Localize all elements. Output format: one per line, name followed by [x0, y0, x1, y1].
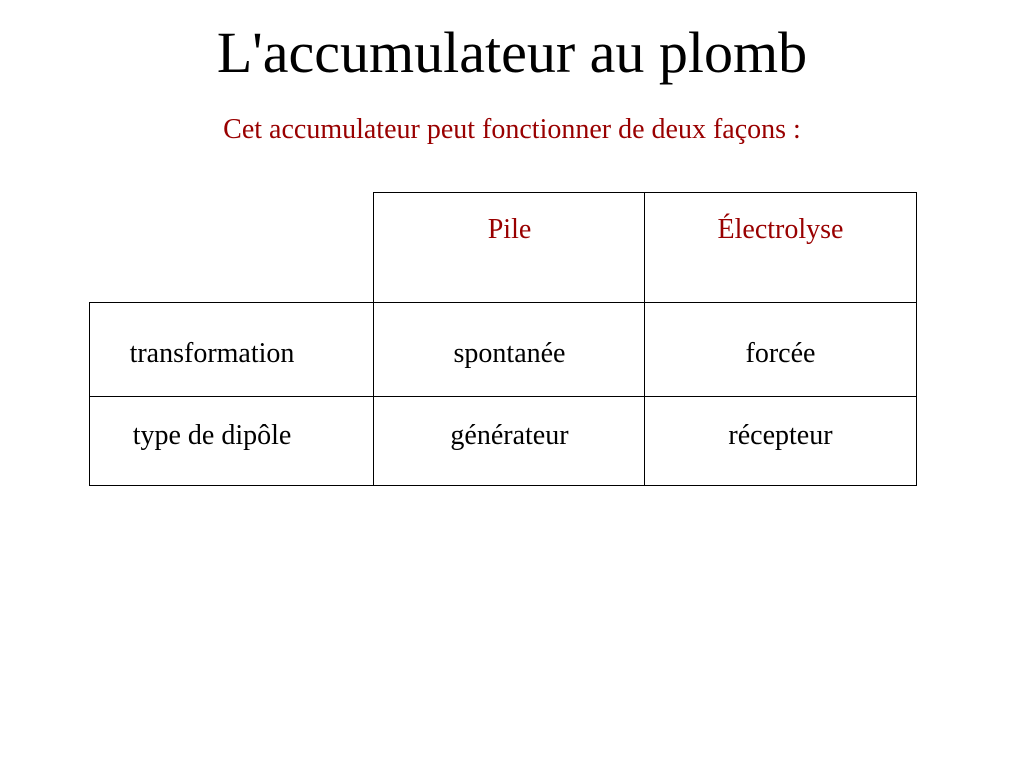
table-header-pile: Pile: [487, 214, 532, 245]
slide-subtitle: Cet accumulateur peut fonctionner de deux façons :: [223, 114, 801, 145]
table-row-label: transformation: [129, 338, 295, 369]
table-header-divider: [89, 302, 917, 303]
table-cell: récepteur: [728, 420, 833, 451]
table-top-border: [373, 192, 917, 193]
table-cell: forcée: [745, 338, 816, 369]
table-right-border: [916, 192, 917, 486]
table-cell: spontanée: [453, 338, 566, 369]
table-left-border: [89, 302, 90, 486]
table-cell: générateur: [450, 420, 569, 451]
table-bottom-border: [89, 485, 917, 486]
table-row-label: type de dipôle: [132, 420, 292, 451]
slide-title: L'accumulateur au plomb: [216, 20, 808, 85]
table-header-electrolyse: Électrolyse: [717, 214, 844, 245]
table-row-divider: [89, 396, 917, 397]
